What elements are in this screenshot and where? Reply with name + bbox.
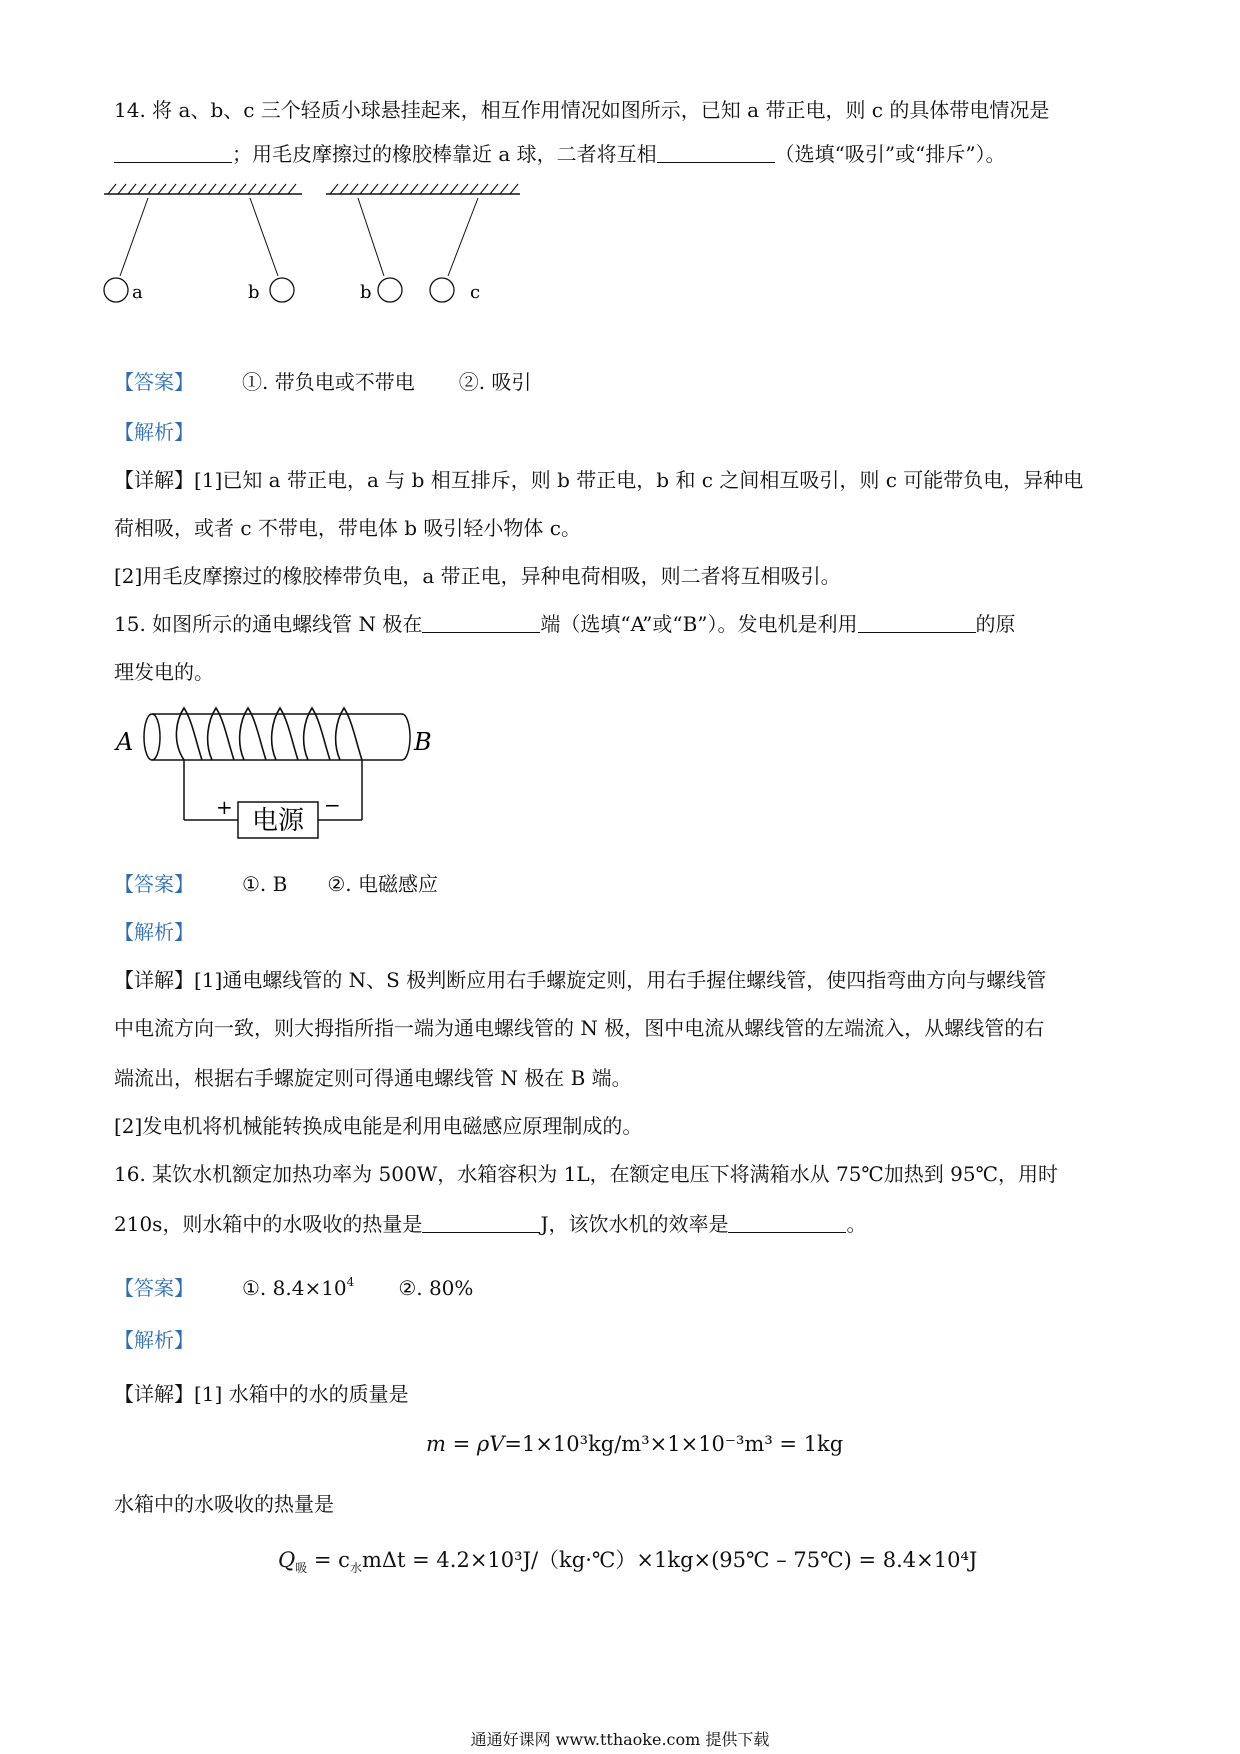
ball-a-label: a xyxy=(132,282,143,303)
solenoid-end-B-label: B xyxy=(414,728,432,756)
q14-answer: 【答案】 ①. 带负电或不带电 ②. 吸引 xyxy=(114,370,532,394)
q15-detail-line4: [2]发电机将机械能转换成电能是利用电磁感应原理制成的。 xyxy=(114,1114,643,1138)
q15-figure-solenoid xyxy=(112,702,452,850)
q15-detail-line2: 中电流方向一致，则大拇指所指一端为通电螺线管的 N 极，图中电流从螺线管的左端流入，从螺线管的右 xyxy=(114,1016,1045,1040)
q15-detail-line3: 端流出，根据右手螺旋定则可得通电螺线管 N 极在 B 端。 xyxy=(114,1066,632,1090)
q14-detail-line1: 【详解】[1]已知 a 带正电，a 与 b 相互排斥，则 b 带正电，b 和 c 之间相互吸引，则 c 可能带负电，异种电 xyxy=(114,468,1084,492)
q15-analysis-tag: 【解析】 xyxy=(114,920,194,944)
q14-detail-line3: [2]用毛皮摩擦过的橡胶棒带负电，a 带正电，异种电荷相吸，则二者将互相吸引。 xyxy=(114,564,841,588)
q14-question-line1: 14. 将 a、b、c 三个轻质小球悬挂起来，相互作用情况如图所示，已知 a 带正电，则 c 的具体带电情况是 xyxy=(114,98,1050,122)
q15-blank-1 xyxy=(422,612,540,633)
q16-question-line2: 210s，则水箱中的水吸收的热量是 J，该饮水机的效率是 。 xyxy=(114,1212,867,1236)
equation-mass: m = ρV=1×10³kg/m³×1×10⁻³m³ = 1kg xyxy=(426,1432,844,1456)
plus-sign: + xyxy=(216,795,233,819)
q16-question-line1: 16. 某饮水机额定加热功率为 500W，水箱容积为 1L，在额定电压下将满箱水从 75℃加热到 95℃，用时 xyxy=(114,1162,1058,1186)
q14-question-line2: ；用毛皮摩擦过的橡胶棒靠近 a 球，二者将互相 （选填“吸引”或“排斥”）。 xyxy=(114,140,1006,168)
q16-detail-line1: 【详解】[1] 水箱中的水的质量是 xyxy=(114,1382,409,1406)
q16-blank-2 xyxy=(728,1212,846,1233)
q16-analysis-tag: 【解析】 xyxy=(114,1328,194,1352)
q15-detail-line1: 【详解】[1]通电螺线管的 N、S 极判断应用右手螺旋定则，用右手握住螺线管，使四指弯曲方向与螺线管 xyxy=(114,968,1047,992)
page-footer: 通通好课网 www.tthaoke.com 提供下载 xyxy=(470,1730,770,1749)
q15-blank-2 xyxy=(858,612,976,633)
equation-heat: $Q_吸 = c_水m\Delta t$ = 4.2×10³J/（kg·℃）×1kg×(95℃ – 75℃) = 8.4×10⁴J xyxy=(278,1548,978,1575)
minus-sign: − xyxy=(324,793,341,817)
q15-question-line1: 15. 如图所示的通电螺线管 N 极在 端（选填“A”或“B”）。发电机是利用 的原 xyxy=(114,612,1016,636)
q14-detail-line2: 荷相吸，或者 c 不带电，带电体 b 吸引轻小物体 c。 xyxy=(114,516,581,540)
q16-text-between: 水箱中的水吸收的热量是 xyxy=(114,1492,334,1516)
ball-b-label: b xyxy=(248,282,260,303)
q15-answer: 【答案】 ①. B ②. 电磁感应 xyxy=(114,872,438,896)
q16-answer: 【答案】 ①. $8.4\times 10^4$ ②. 80% xyxy=(114,1275,474,1300)
q14-blank-1 xyxy=(114,142,232,163)
solenoid-end-A-label: A xyxy=(116,728,134,756)
power-source-label: 电源 xyxy=(251,806,305,836)
q15-question-line2: 理发电的。 xyxy=(114,660,214,684)
q14-analysis-tag: 【解析】 xyxy=(114,420,194,444)
ball-c-label: c xyxy=(470,282,481,303)
q14-figure-pendulums xyxy=(100,176,540,316)
q14-blank-2 xyxy=(657,142,775,163)
ball-b-label-2: b xyxy=(360,282,372,303)
q16-blank-1 xyxy=(422,1212,540,1233)
